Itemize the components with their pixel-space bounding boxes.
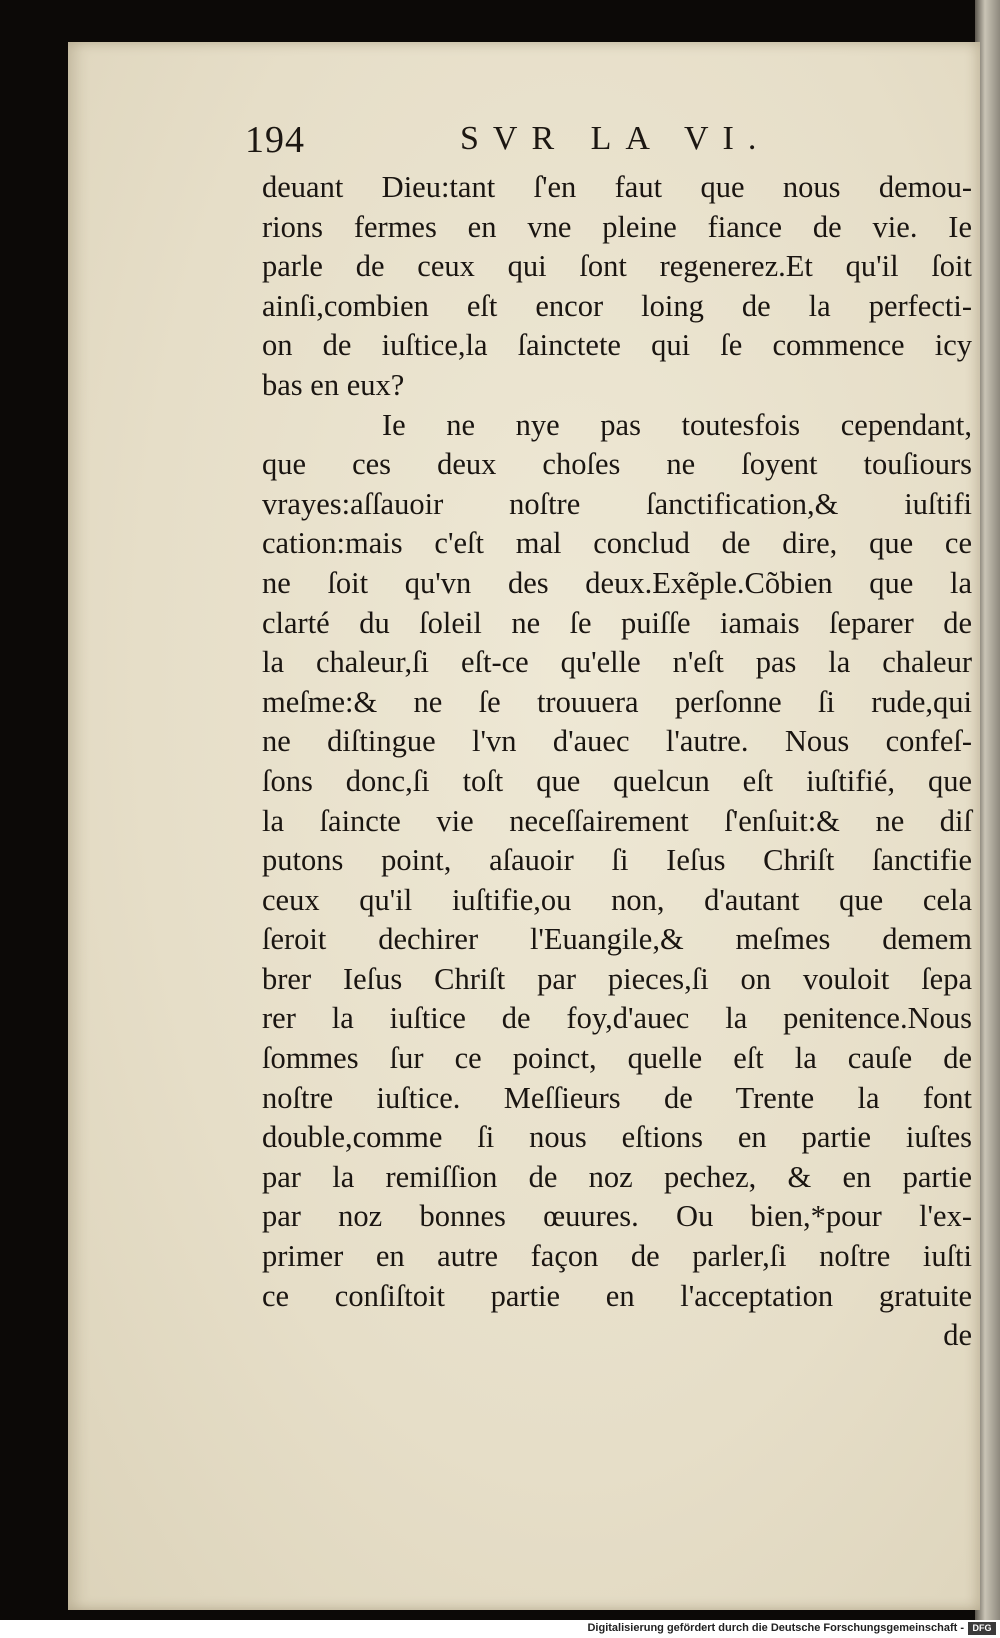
paragraph-start-line: Ie ne nye pas toutesfois cependant, <box>382 407 972 442</box>
text-line: primer en autre façon de parler,ſi noſtre iuſti <box>262 1239 972 1274</box>
text-line: meſme:& ne ſe trouuera perſonne ſi rude,qui <box>262 684 972 719</box>
digitization-credit-bar <box>0 1620 1000 1638</box>
text-line: ſommes ſur ce poinct, quelle eſt la cauſe de <box>262 1041 972 1076</box>
running-head <box>245 118 945 162</box>
text-line: deuant Dieu:tant ſ'en faut que nous demou- <box>262 170 972 204</box>
text-line: par noz bonnes œuures. Ou bien,*pour l'ex- <box>262 1199 972 1234</box>
text-line: ceux qu'il iuſtifie,ou non, d'autant que cela <box>262 882 972 917</box>
text-line: cation:mais c'eſt mal conclud de dire, que ce <box>262 526 972 561</box>
page-number: 194 <box>245 119 305 161</box>
text-line: clarté du ſoleil ne ſe puiſſe iamais ſeparer de <box>262 605 972 640</box>
text-line: la chaleur,ſi eſt-ce qu'elle n'eſt pas la chaleur <box>262 645 972 680</box>
text-line: ſeroit dechirer l'Euangile,& meſmes demem <box>262 922 972 957</box>
text-line: double,comme ſi nous eſtions en partie iuſtes <box>262 1120 972 1155</box>
text-line: rions fermes en vne pleine fiance de vie. Ie <box>262 209 972 244</box>
text-line: la ſaincte vie neceſſairement ſ'enſuit:& ne diſ <box>262 803 972 838</box>
text-line: ce conſiſtoit partie en l'acceptation gratuite <box>262 1278 972 1313</box>
text-line: putons point, aſauoir ſi Ieſus Chriſt ſanctifie <box>262 843 972 878</box>
text-line: que ces deux choſes ne ſoyent touſiours <box>262 447 972 482</box>
text-line: on de iuſtice,la ſainctete qui ſe commence icy <box>262 328 972 363</box>
text-line: noſtre iuſtice. Meſſieurs de Trente la font <box>262 1080 972 1115</box>
text-line: vrayes:aſſauoir noſtre ſanctification,& iuſtifi <box>262 486 972 521</box>
text-line: bas en eux? <box>262 367 405 402</box>
text-line: ſons donc,ſi toſt que quelcun eſt iuſtifié, que <box>262 763 972 798</box>
running-title: SVR LA VI. <box>460 120 771 157</box>
dfg-logo: DFG <box>968 1622 996 1635</box>
text-line: ne diſtingue l'vn d'auec l'autre. Nous confeſ- <box>262 724 972 759</box>
main-text <box>262 168 972 1356</box>
text-line: ne ſoit qu'vn des deux.Exẽple.Cõbien que la <box>262 565 972 600</box>
credit-text: Digitalisierung gefördert durch die Deutsche Forschungsgemeinschaft - <box>587 1622 964 1634</box>
text-line: brer Ieſus Chriſt par pieces,ſi on vouloit ſepa <box>262 961 972 996</box>
text-line: parle de ceux qui ſont regenerez.Et qu'il ſoit <box>262 249 972 284</box>
text-line: par la remiſſion de noz pechez, & en partie <box>262 1159 972 1194</box>
text-line: rer la iuſtice de foy,d'auec la penitence.Nous <box>262 1001 972 1036</box>
text-line: ainſi,combien eſt encor loing de la perfecti- <box>262 288 972 323</box>
catchword: de <box>943 1318 972 1353</box>
